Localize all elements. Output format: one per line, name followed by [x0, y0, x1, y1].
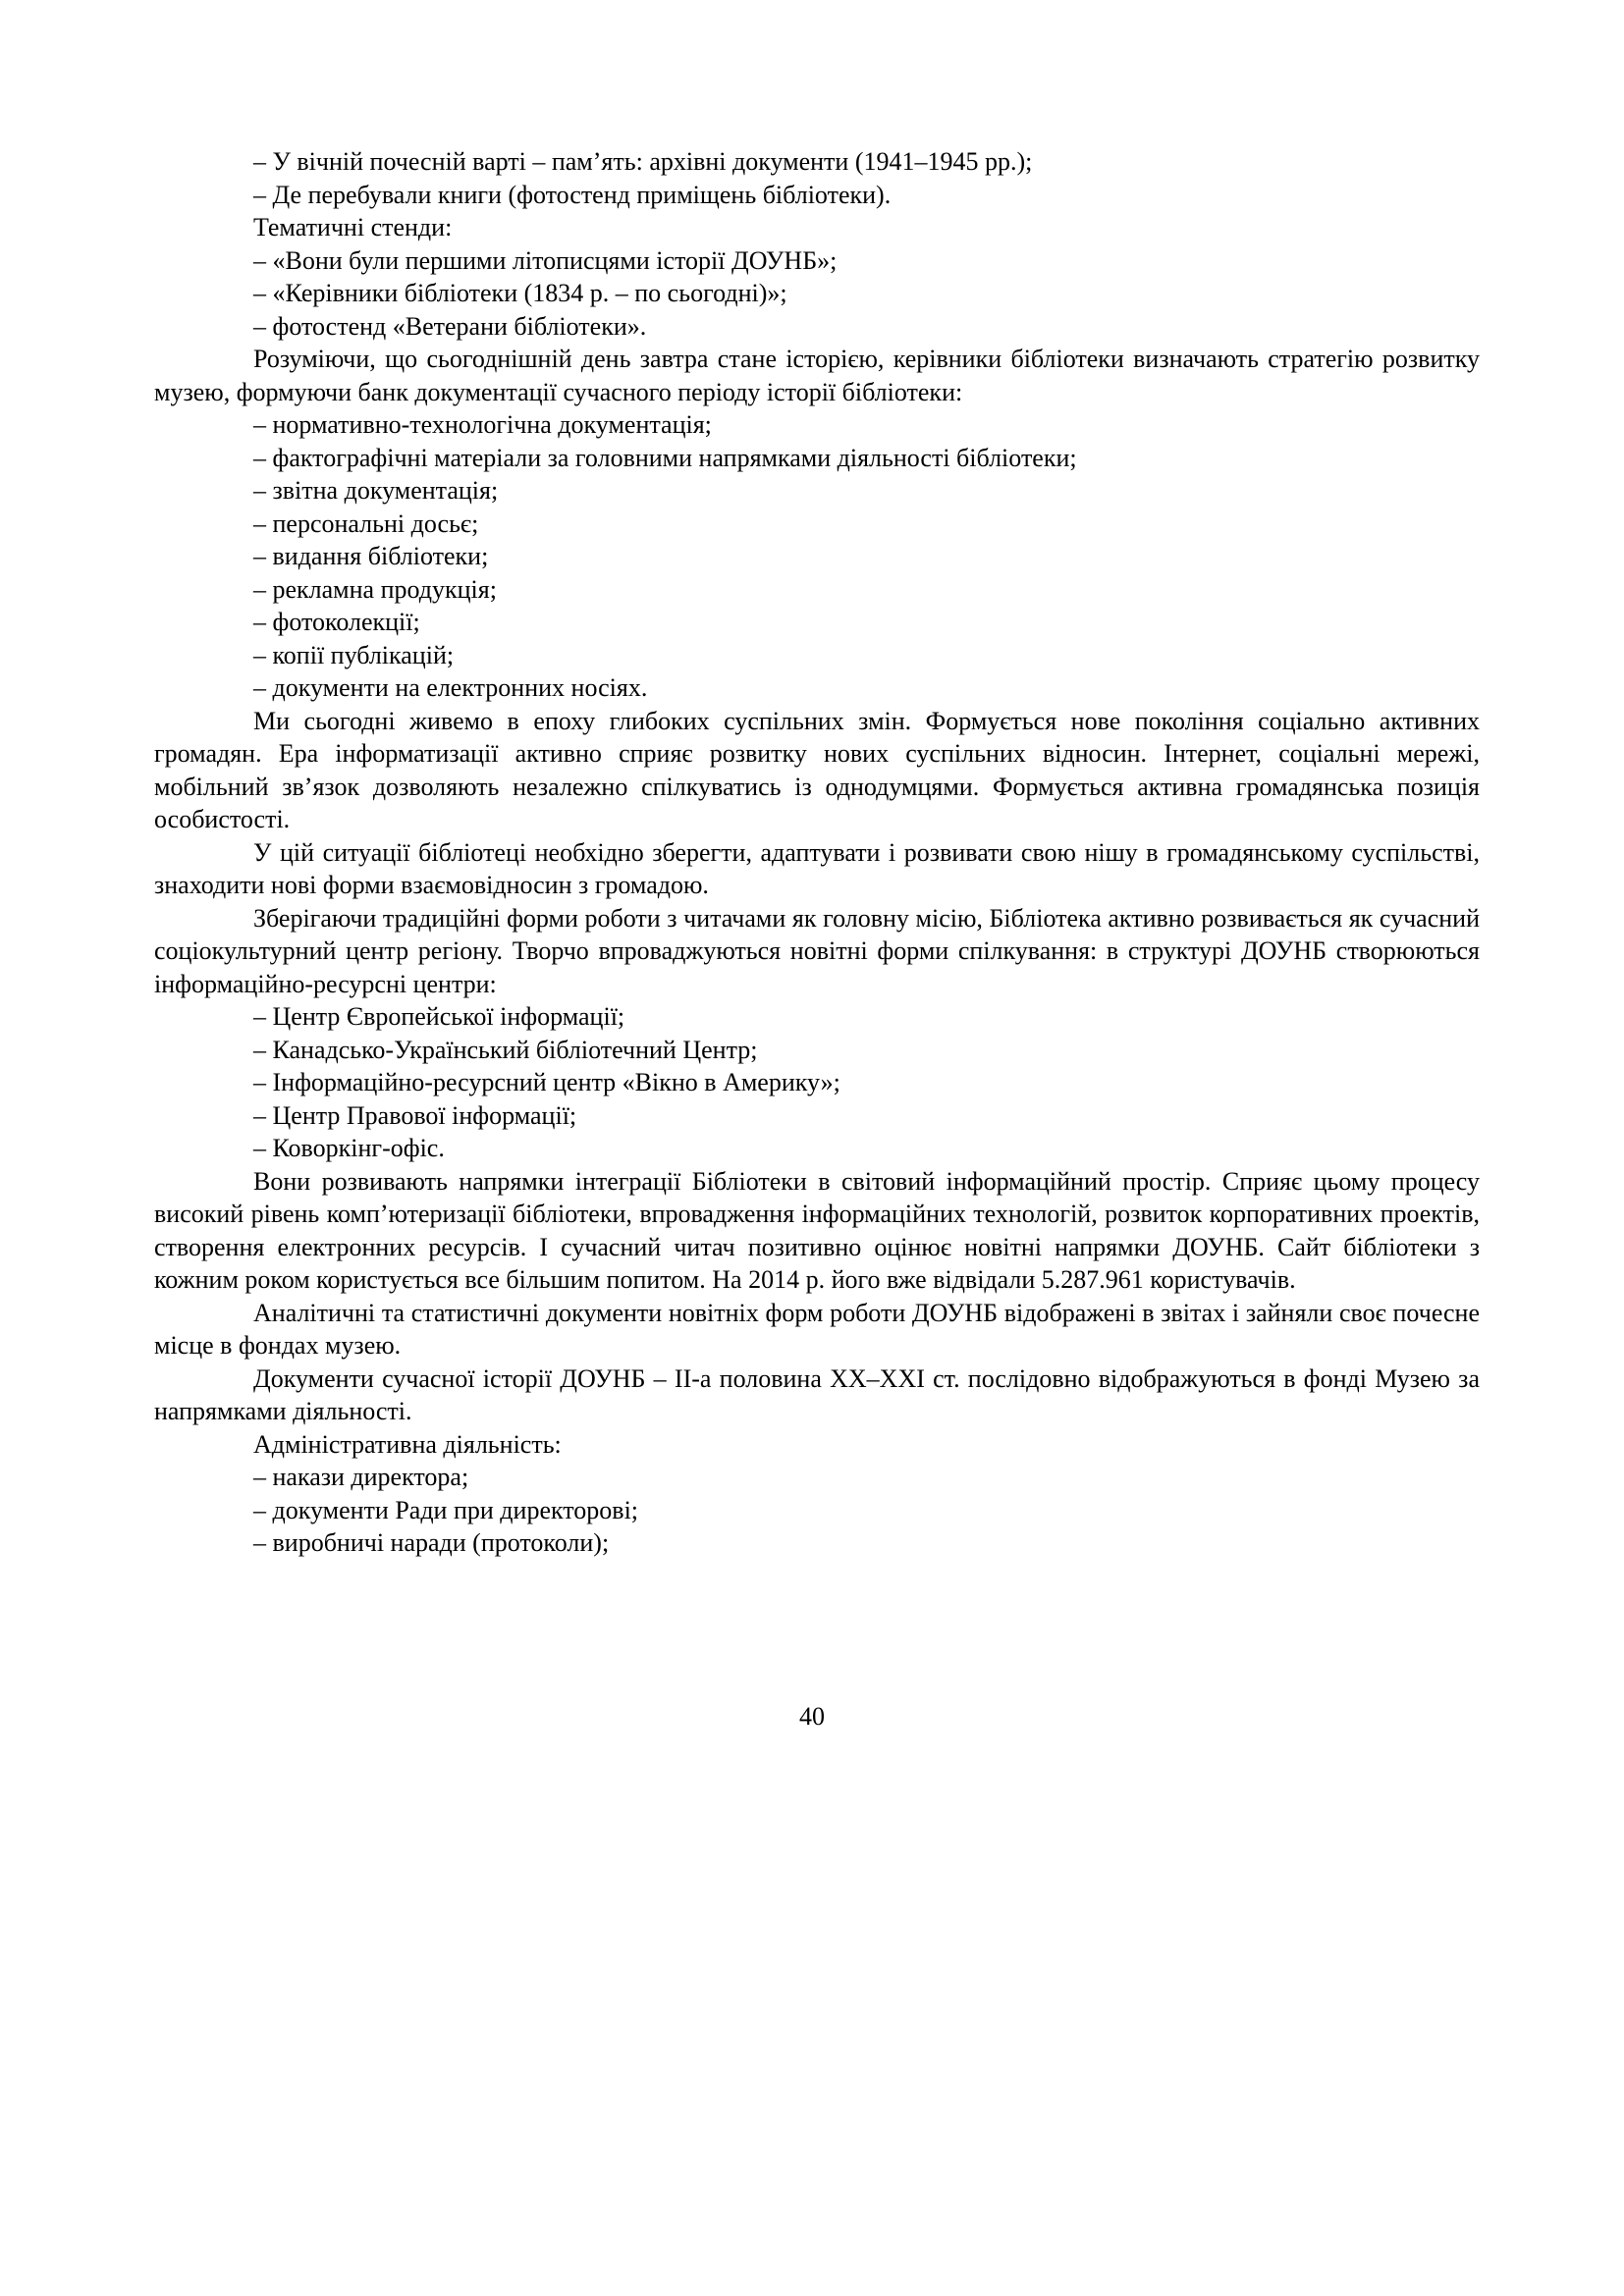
- paragraph: Документи сучасної історії ДОУНБ – ІІ-а половина ХХ–ХХІ ст. послідовно відображуються в фонді Музею за напрямками діяльності.: [154, 1363, 1480, 1425]
- list-item: – Центр Правової інформації;: [253, 1100, 577, 1130]
- list-item: – звітна документація;: [253, 476, 499, 505]
- paragraph: У цій ситуації бібліотеці необхідно зберегти, адаптувати і розвивати свою нішу в громадянському суспільстві, знаходити нові форми взаємовідносин з громадою.: [154, 837, 1480, 899]
- page-body: [154, 145, 1480, 1560]
- section-heading: Адміністративна діяльність:: [253, 1429, 562, 1459]
- list-item: – нормативно-технологічна документація;: [253, 410, 712, 439]
- list-item: – персональні досьє;: [253, 508, 479, 538]
- list-item: – «Вони були першими літописцями історії ДОУНБ»;: [253, 245, 838, 275]
- list-item: – «Керівники бібліотеки (1834 р. – по сьогодні)»;: [253, 279, 787, 307]
- list-item: – документи Ради при директорові;: [253, 1495, 639, 1524]
- list-item: – Коворкінг-офіс.: [253, 1134, 445, 1162]
- list-item: – видання бібліотеки;: [253, 542, 489, 570]
- section-heading: Тематичні стенди:: [253, 213, 453, 241]
- list-item: – Центр Європейської інформації;: [253, 1002, 625, 1031]
- list-item: – Канадсько-Український бібліотечний Центр;: [253, 1035, 758, 1064]
- page-number: 40: [799, 1702, 825, 1731]
- paragraph: Аналітичні та статистичні документи новітніх форм роботи ДОУНБ відображені в звітах і зайняли своє почесне місце в фондах музею.: [154, 1298, 1480, 1360]
- list-item: – документи на електронних носіях.: [253, 673, 648, 702]
- list-item: – Інформаційно-ресурсний центр «Вікно в Америку»;: [253, 1068, 840, 1096]
- list-item: – копії публікацій;: [253, 640, 455, 669]
- list-item: – фотоколекції;: [253, 608, 420, 636]
- list-item: – фотостенд «Ветерани бібліотеки».: [253, 311, 647, 341]
- list-item: – Де перебували книги (фотостенд приміщень бібліотеки).: [253, 180, 892, 209]
- paragraph: Вони розвивають напрямки інтеграції Бібліотеки в світовий інформаційний простір. Сприяє цьому процесу високий рівень комп’ютеризації бібліотеки, впровадження інформаційних технологій, розвиток корпоративних проектів, створення електронних ресурсів. І сучасний читач позитивно оцінює новітні напрямки ДОУНБ. Сайт бібліотеки з кожним роком користується все більшим попитом. На 2014 р. його вже відвідали 5.287.961 користувачів.: [154, 1166, 1480, 1294]
- list-item: – фактографічні матеріали за головними напрямками діяльності бібліотеки;: [253, 443, 1077, 472]
- list-item: – накази директора;: [253, 1463, 469, 1491]
- paragraph: Зберігаючи традиційні форми роботи з читачами як головну місію, Бібліотека активно розвивається як сучасний соціокультурний центр регіону. Творчо впроваджуються новітні форми спілкування: в структурі ДОУНБ створюються інформаційно-ресурсні центри:: [154, 903, 1480, 998]
- paragraph: Ми сьогодні живемо в епоху глибоких суспільних змін. Формується нове покоління соціально активних громадян. Ера інформатизації активно сприяє розвитку нових суспільних відносин. Інтернет, соціальні мережі, мобільний зв’язок дозволяють незалежно спілкуватись із однодумцями. Формується активна громадянська позиція особистості.: [154, 706, 1480, 833]
- paragraph: Розуміючи, що сьогоднішній день завтра стане історією, керівники бібліотеки визначають стратегію розвитку музею, формуючи банк документації сучасного періоду історії бібліотеки:: [154, 345, 1480, 406]
- list-item: – У вічній почесній варті – пам’ять: архівні документи (1941–1945 рр.);: [253, 147, 1033, 176]
- list-item: – виробничі наради (протоколи);: [253, 1528, 610, 1557]
- list-item: – рекламна продукція;: [253, 574, 497, 604]
